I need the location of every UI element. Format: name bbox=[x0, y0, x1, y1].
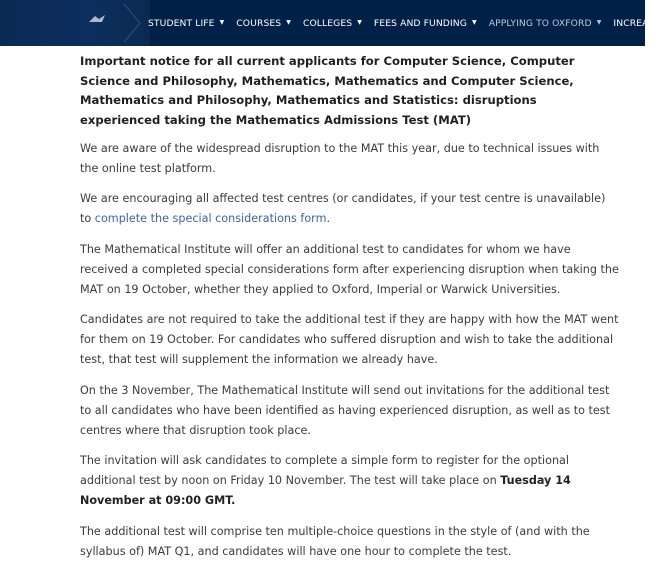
site-logo[interactable] bbox=[0, 0, 150, 46]
top-navigation-bar bbox=[0, 0, 658, 46]
nav-item-courses[interactable] bbox=[236, 18, 291, 29]
nav-item-label: INCREASI bbox=[613, 17, 658, 29]
chevron-divider-icon bbox=[122, 4, 142, 42]
main-menu bbox=[148, 0, 669, 46]
special-considerations-form-link[interactable]: complete the special considerations form bbox=[94, 212, 327, 225]
paragraph-text: We are encouraging all affected test centres (or candidates, if your test centre is unavailable) to bbox=[80, 192, 606, 225]
nav-item-label: COLLEGES bbox=[302, 17, 353, 29]
nav-item-label: COURSES bbox=[236, 17, 282, 29]
crest-icon bbox=[88, 14, 106, 24]
paragraph-not-required: Candidates are not required to take the additional test if they are happy with how the MAT went for them on 19 October. For candidates who suffered disruption and wish to take the additional test, that test will supplement the information we already have. bbox=[80, 313, 619, 366]
caret-down-icon: ▼ bbox=[219, 18, 225, 26]
nav-item-student-life[interactable] bbox=[148, 18, 224, 29]
caret-down-icon: ▼ bbox=[286, 18, 291, 26]
caret-down-icon: ▼ bbox=[357, 18, 362, 26]
test-date-time: Tuesday 14 November at 09:00 GMT. bbox=[80, 474, 571, 507]
paragraph-invitations: On the 3 November, The Mathematical Institute will send out invitations for the additional test to all candidates who have been identified as having experienced disruption, as well as to test centres where that disruption took place. bbox=[80, 384, 611, 437]
nav-item-label: APPLYING TO OXFORD bbox=[488, 17, 592, 29]
paragraph-special-considerations bbox=[80, 189, 620, 229]
paragraph-registration bbox=[80, 451, 620, 511]
nav-item-label: STUDENT LIFE bbox=[148, 17, 215, 29]
notice-heading: Important notice for all current applicants for Computer Science, Computer Science and Philosophy, Mathematics, Mathematics and Computer Science, Mathematics and Philosophy, Mathematics and Statistics: disruptions experienced taking the Mathematics Admissions Test (MAT) bbox=[80, 54, 575, 127]
nav-item-fees-and-funding[interactable] bbox=[374, 18, 477, 29]
paragraph-text: The invitation will ask candidates to complete a simple form to register for the optional additional test by noon on Friday 10 November. The test will take place on bbox=[80, 454, 570, 487]
nav-item-label: FEES AND FUNDING bbox=[373, 17, 467, 29]
paragraph-additional-test-offer: The Mathematical Institute will offer an additional test to candidates for whom we have received a completed special considerations form after experiencing disruption when taking the MAT on 19 October, whether they applied to Oxford, Imperial or Warwick Universities. bbox=[80, 243, 619, 296]
article-body bbox=[80, 52, 620, 562]
nav-item-applying-to-oxford[interactable] bbox=[489, 18, 602, 29]
caret-down-icon: ▼ bbox=[471, 18, 477, 26]
nav-item-colleges[interactable] bbox=[303, 18, 362, 29]
nav-item-increasing-access[interactable] bbox=[613, 18, 657, 29]
paragraph-text: . bbox=[326, 212, 331, 225]
paragraph-test-format: The additional test will comprise ten multiple-choice questions in the style of (and with the syllabus of) MAT Q1, and candidates will have one hour to complete the test. bbox=[80, 525, 590, 558]
paragraph-disruption-awareness: We are aware of the widespread disruption to the MAT this year, due to technical issues with the online test platform. bbox=[80, 142, 600, 175]
caret-down-icon: ▼ bbox=[596, 18, 602, 26]
